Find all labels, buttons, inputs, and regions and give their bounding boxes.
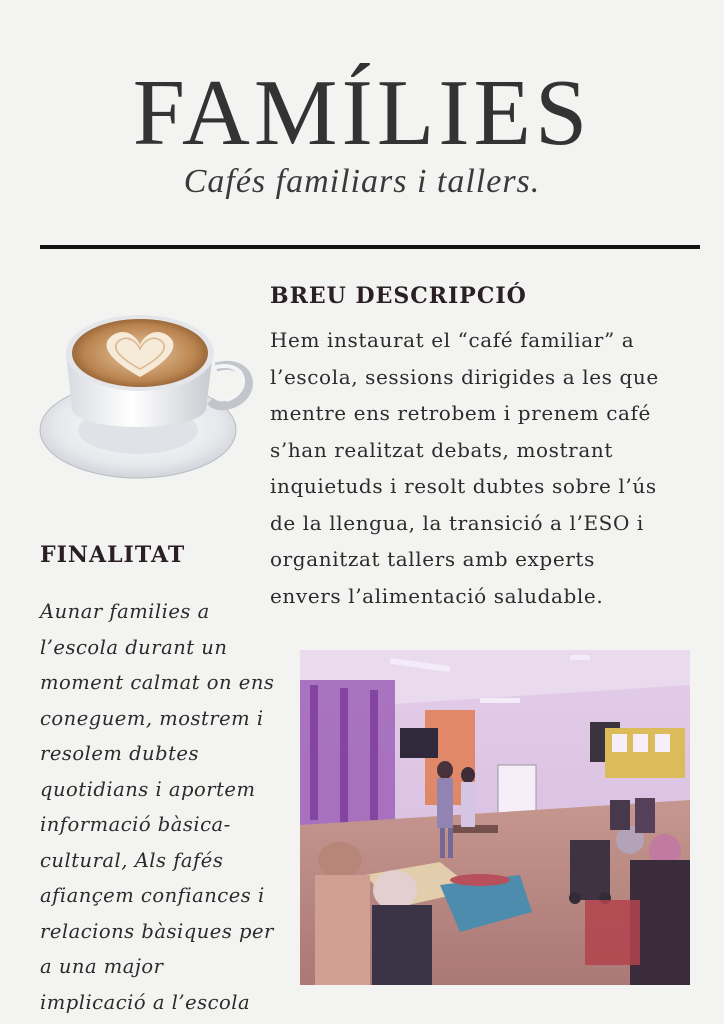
purpose-line: Aunar families a — [40, 600, 210, 623]
description-line: organitzat tallers amb experts — [270, 547, 595, 571]
description-line: de la llengua, la transició a l’ESO i — [270, 510, 644, 535]
description-text — [270, 322, 710, 614]
description-line: Hem instaurat el “café familiar” a — [270, 328, 635, 352]
coffee-cup-icon — [38, 305, 253, 485]
description-heading: BREU DESCRIPCIÓ — [270, 283, 527, 309]
purpose-line: informació bàsica- — [40, 813, 231, 836]
purpose-line: cultural, Als fafés — [40, 848, 224, 872]
purpose-line: resolem dubtes — [40, 742, 199, 765]
page-subtitle: Cafés familiars i tallers. — [183, 163, 541, 200]
classroom-photo — [300, 650, 690, 985]
description-line: envers l’alimentació saludable. — [270, 583, 604, 608]
purpose-line: moment calmat on ens — [40, 671, 275, 694]
description-line: l’escola, sessions dirigides a les que — [270, 364, 659, 389]
purpose-line: a una major — [40, 955, 164, 978]
page-title: FAMÍLIES — [132, 61, 592, 165]
purpose-text — [40, 594, 310, 1020]
purpose-line: implicació a l’escola — [40, 990, 251, 1014]
purpose-heading: FINALITAT — [40, 542, 186, 568]
description-line: s’han realitzat debats, mostrant — [270, 437, 613, 462]
purpose-line: relacions bàsiques per — [40, 919, 274, 943]
description-line: mentre ens retrobem i prenem café — [270, 401, 651, 425]
purpose-line: l’escola durant un — [40, 635, 228, 659]
purpose-line: afiançem confiances i — [40, 884, 265, 907]
purpose-line: quotidians i aportem — [40, 777, 256, 801]
purpose-line: coneguem, mostrem i — [40, 706, 264, 730]
divider-rule — [40, 245, 700, 249]
description-line: inquietuds i resolt dubtes sobre l’ús — [270, 474, 657, 498]
